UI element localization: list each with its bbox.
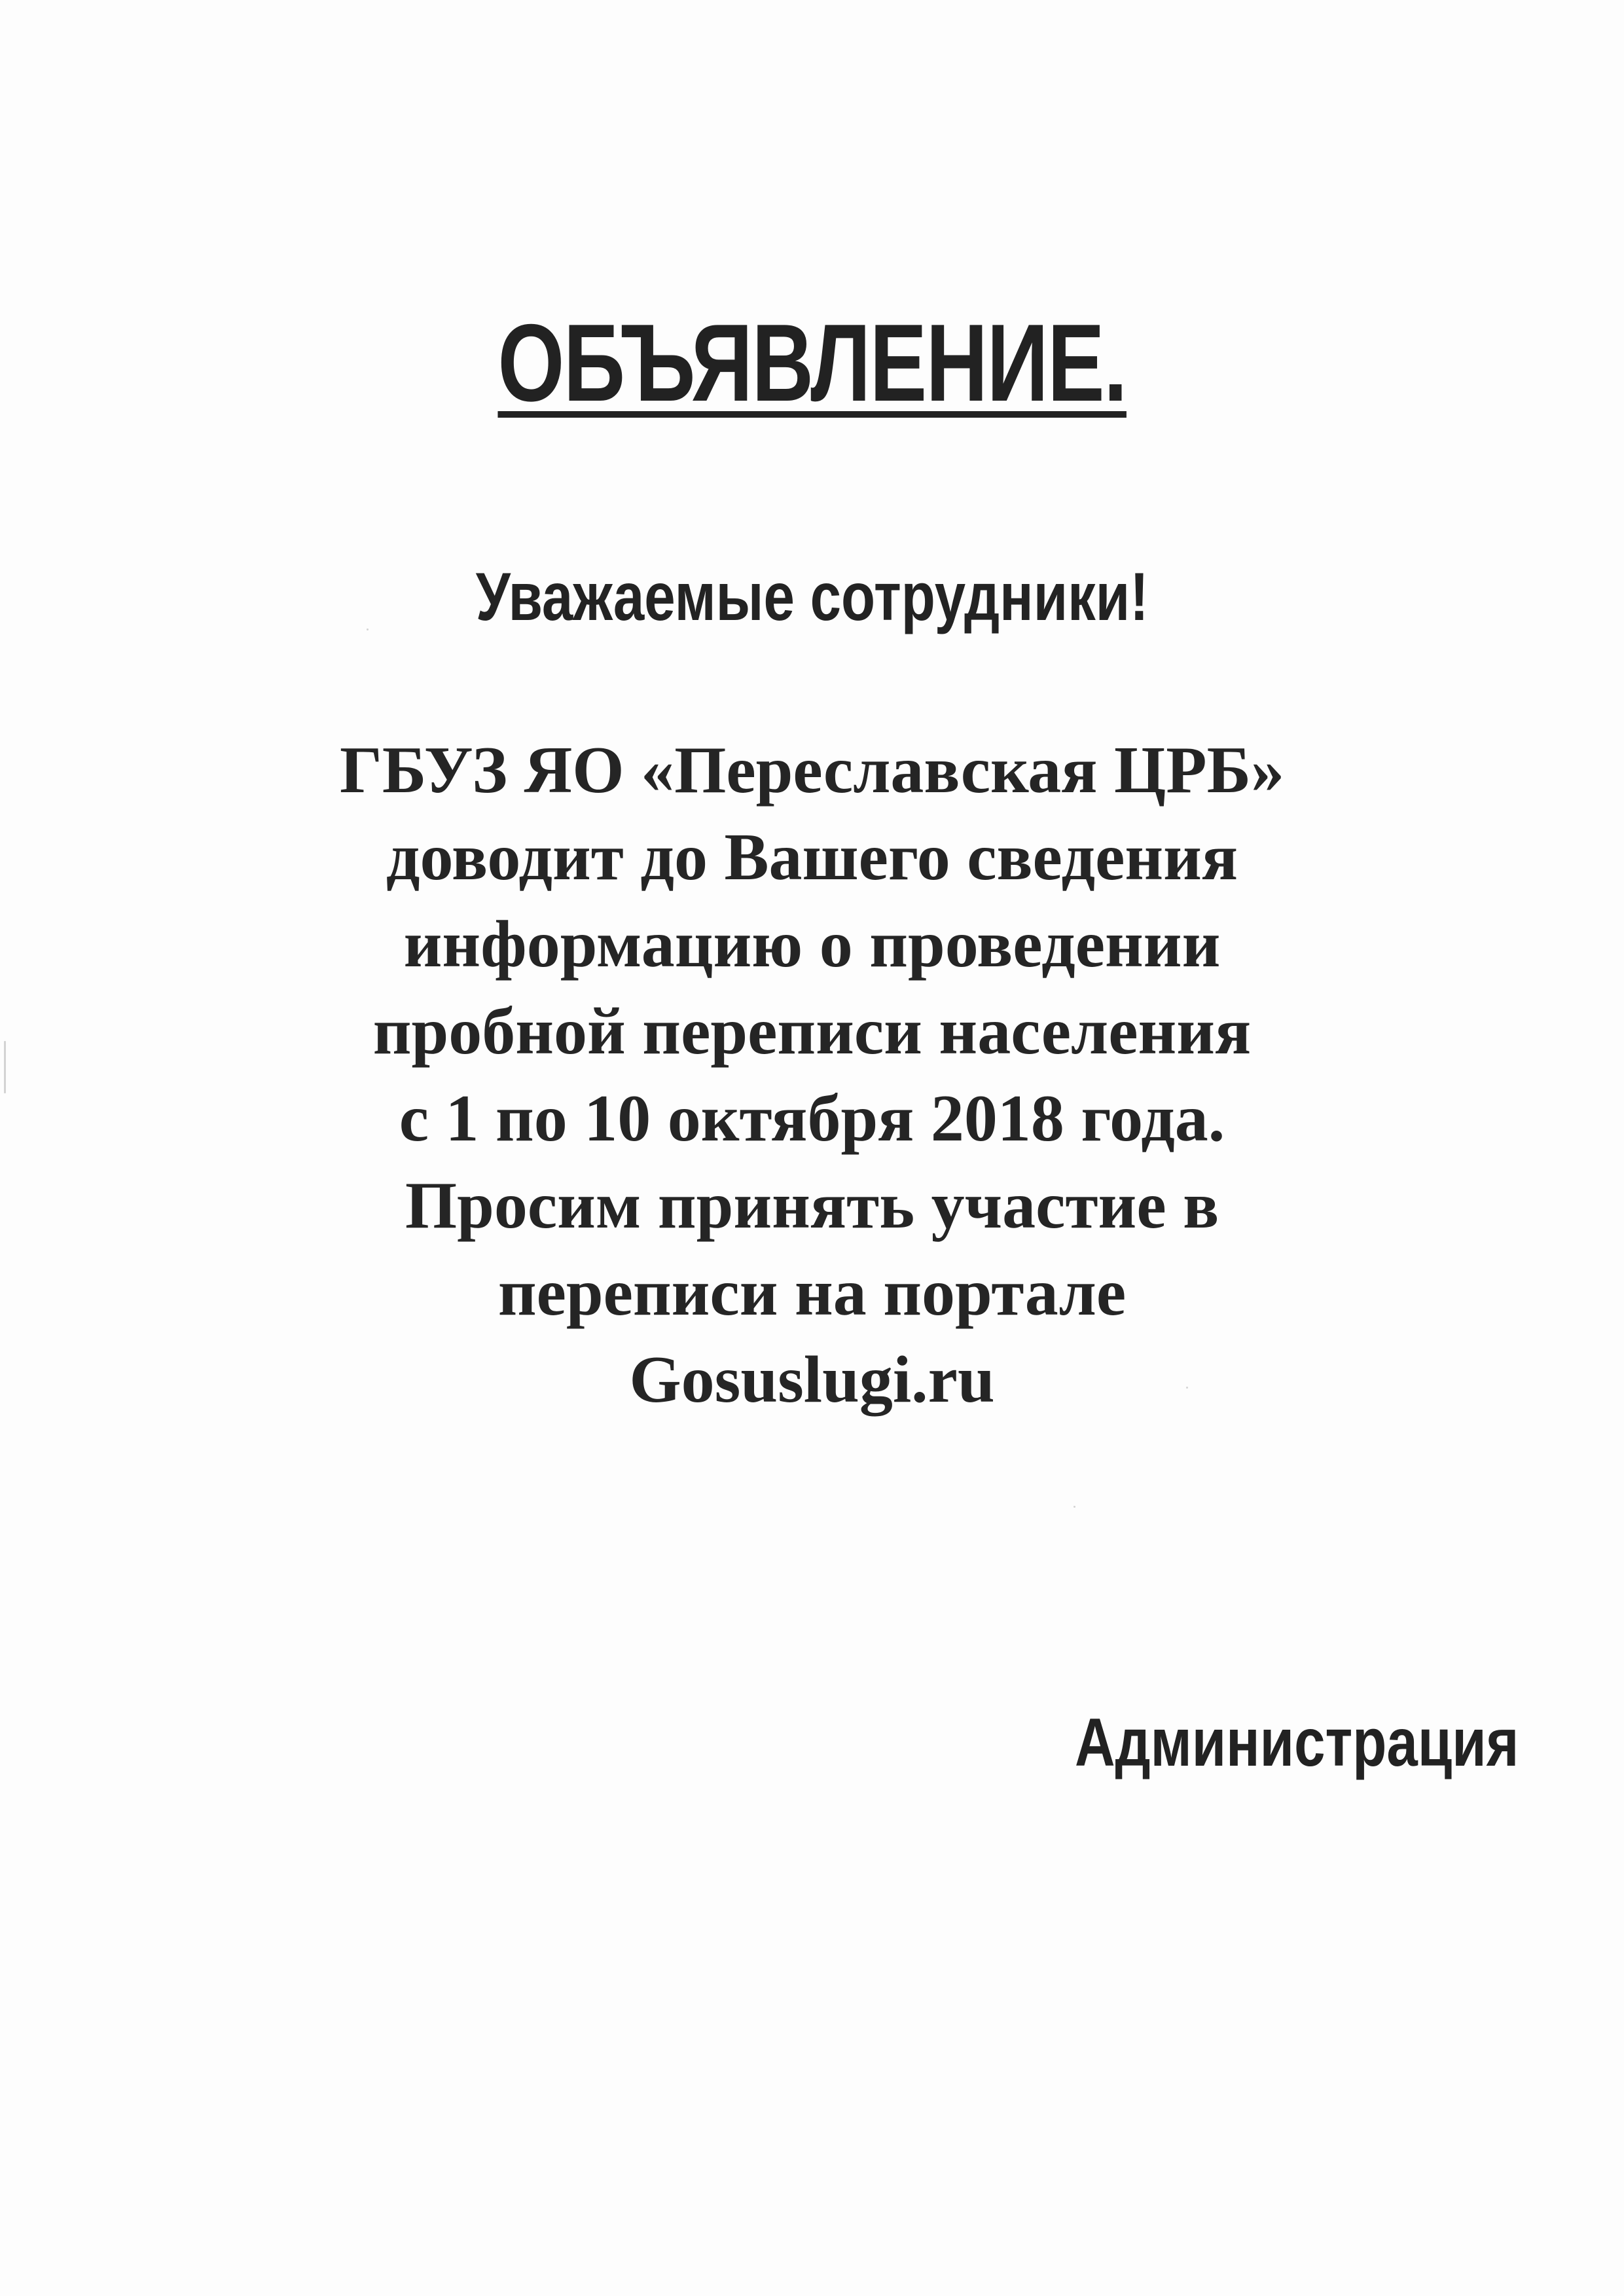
body-line: ГБУЗ ЯО «Переславская ЦРБ»	[339, 733, 1285, 807]
announcement-title-block	[0, 301, 1624, 424]
greeting-text: Уважаемые сотрудники!	[475, 559, 1149, 635]
body-line: информацию о проведении	[403, 907, 1221, 981]
body-line: переписи на портале	[497, 1256, 1127, 1330]
body-line: пробной переписи населения	[372, 994, 1252, 1068]
greeting-block	[0, 559, 1624, 635]
announcement-title: ОБЪЯВЛЕНИЕ.	[497, 301, 1127, 424]
body-line: с 1 по 10 октября 2018 года.	[399, 1082, 1225, 1156]
signature-block	[943, 1705, 1519, 1781]
body-line: доводит до Вашего сведения	[386, 820, 1238, 894]
announcement-body	[131, 727, 1493, 1423]
body-line: Просим принять участие в	[405, 1169, 1219, 1243]
signature-text: Администрация	[1074, 1705, 1519, 1781]
scan-speck	[1074, 1506, 1075, 1508]
scan-edge-mark	[4, 1041, 6, 1093]
portal-name: Gosuslugi.ru	[629, 1343, 995, 1417]
